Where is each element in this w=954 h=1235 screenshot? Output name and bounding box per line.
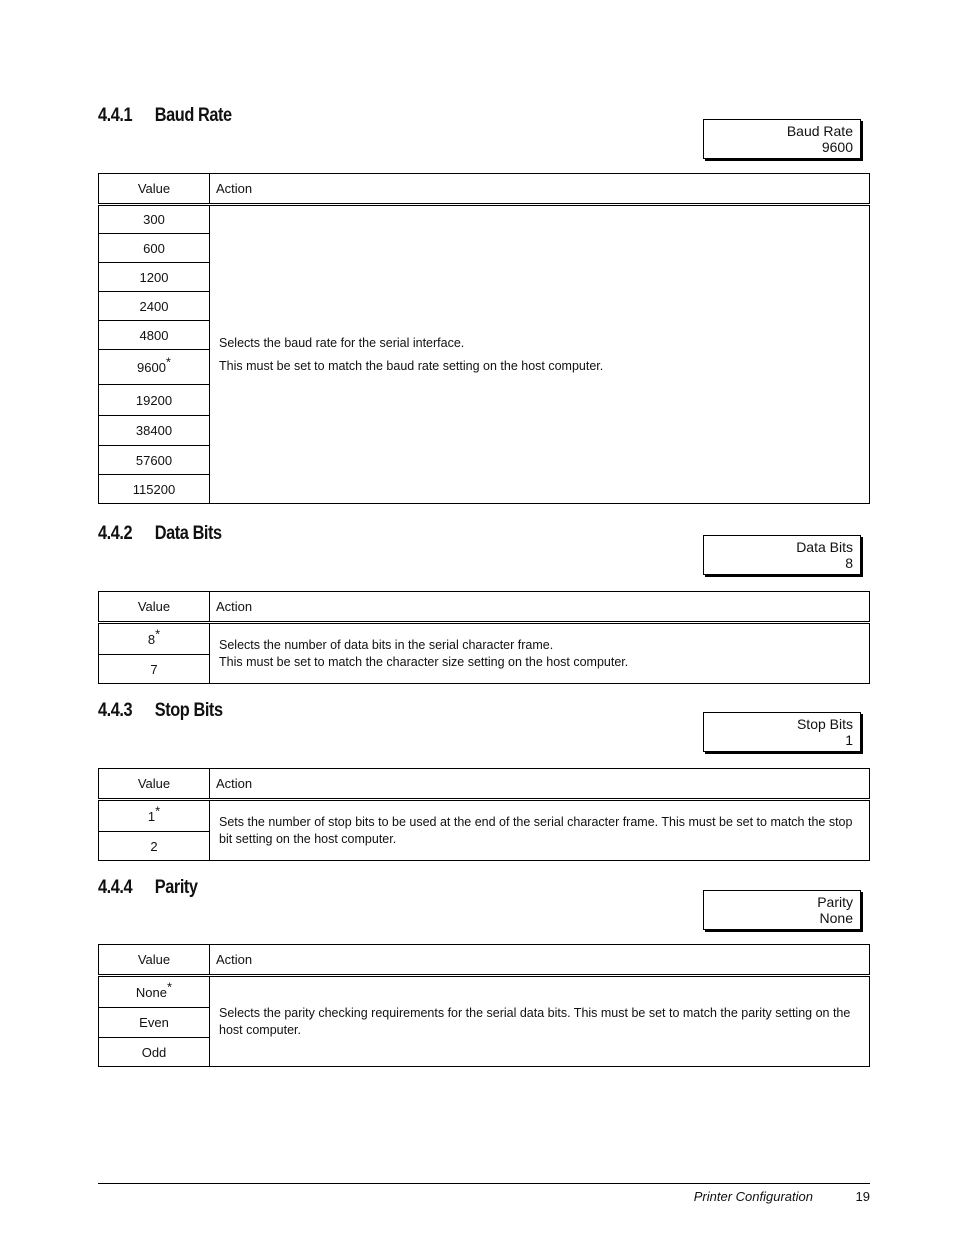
table-row: 115200 (99, 475, 210, 504)
table-row: 2400 (99, 292, 210, 321)
display-box: Data Bits 8 (703, 535, 861, 575)
table-row: 8* (99, 623, 210, 655)
table-row: 300 (99, 205, 210, 234)
action-header: Action (210, 769, 870, 800)
table-row: 2 (99, 832, 210, 861)
section-heading: 4.4.4 Parity (98, 877, 198, 898)
footer-rule (98, 1183, 870, 1184)
table-row: 57600 (99, 446, 210, 475)
table-row: Even (99, 1008, 210, 1038)
value-header: Value (99, 592, 210, 623)
table-row: 4800 (99, 321, 210, 350)
table-row: 1* (99, 800, 210, 832)
display-box: Parity None (703, 890, 861, 930)
default-marker: * (155, 803, 161, 819)
action-cell: Sets the number of stop bits to be used at the end of the serial character frame. This must be set to match the stop bit setting on the host computer. (210, 800, 870, 861)
value-header: Value (99, 945, 210, 976)
parameter-table (98, 591, 870, 684)
display-box: Stop Bits 1 (703, 712, 861, 752)
footer-title: Printer Configuration (693, 1189, 813, 1204)
table-row: 38400 (99, 416, 210, 446)
value-header: Value (99, 174, 210, 205)
action-cell: Selects the baud rate for the serial interface. This must be set to match the baud rate setting on the host computer. (210, 205, 870, 504)
default-marker: * (167, 979, 173, 995)
display-box: Baud Rate 9600 (703, 119, 861, 159)
default-marker: * (155, 626, 161, 642)
parameter-table (98, 173, 870, 504)
action-header: Action (210, 174, 870, 205)
parameter-table (98, 944, 870, 1067)
section-heading: 4.4.1 Baud Rate (98, 105, 232, 126)
parameter-table (98, 768, 870, 861)
default-marker: * (165, 354, 171, 370)
table-row: 1200 (99, 263, 210, 292)
table-row: 19200 (99, 385, 210, 416)
value-header: Value (99, 769, 210, 800)
action-cell: Selects the parity checking requirements for the serial data bits. This must be set to match the parity setting on the host computer. (210, 976, 870, 1067)
table-row: 7 (99, 655, 210, 684)
table-row: 600 (99, 234, 210, 263)
section-heading: 4.4.2 Data Bits (98, 523, 222, 544)
table-row: Odd (99, 1038, 210, 1067)
action-header: Action (210, 592, 870, 623)
table-row: 9600* (99, 350, 210, 385)
section-heading: 4.4.3 Stop Bits (98, 700, 223, 721)
action-cell: Selects the number of data bits in the serial character frame. This must be set to match the character size setting on the host computer. (210, 623, 870, 684)
action-header: Action (210, 945, 870, 976)
page-number: 19 (855, 1189, 870, 1204)
table-row: None* (99, 976, 210, 1008)
